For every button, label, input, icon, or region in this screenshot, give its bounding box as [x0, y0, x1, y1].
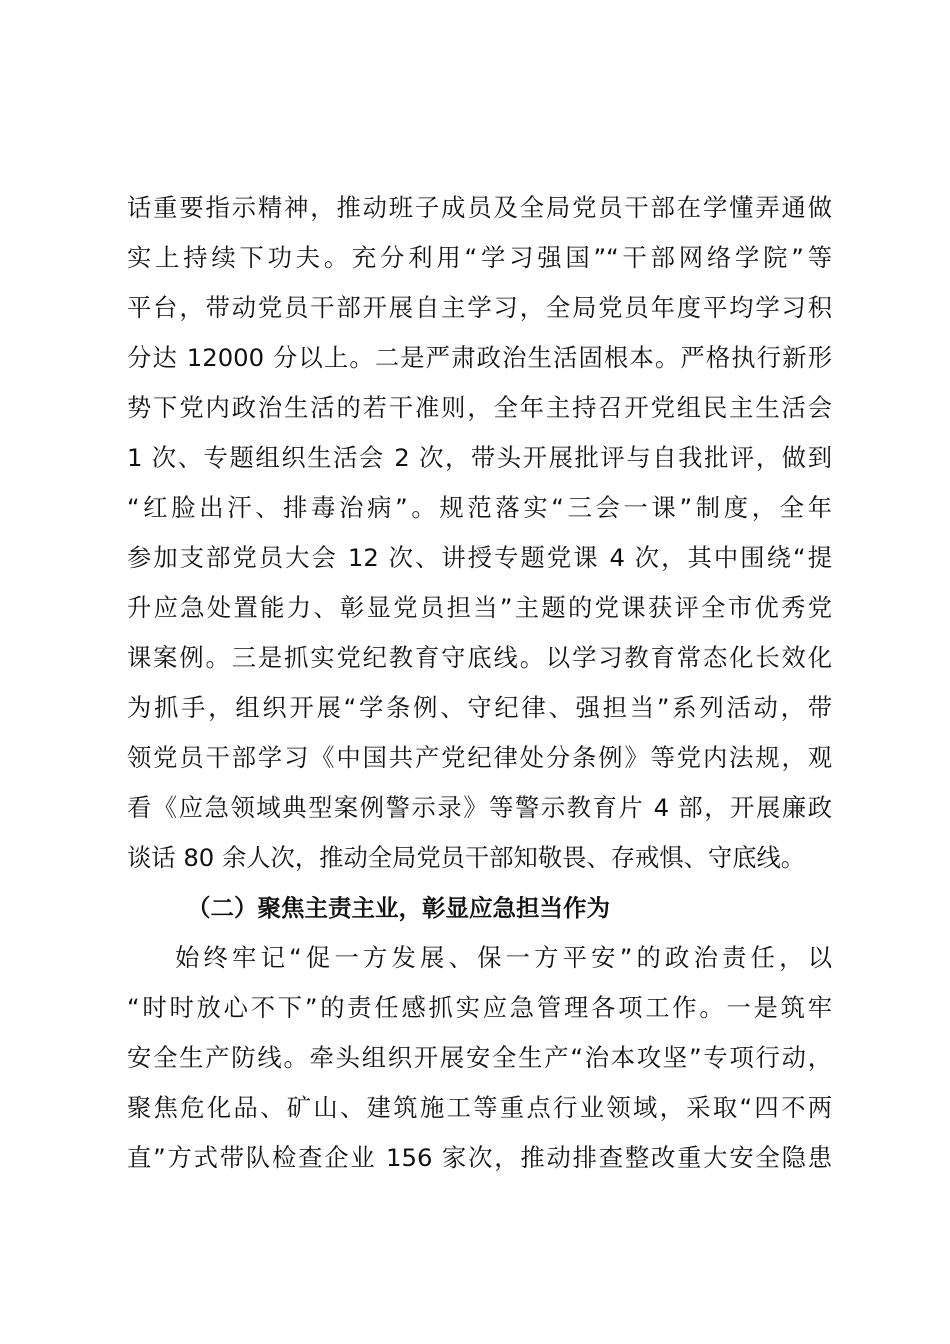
paragraph-emergency-duties — [127, 933, 832, 1183]
text-line: 分达 12000 分以上。二是严肃政治生活固根本。严格执行新形 — [127, 343, 832, 372]
text-line: 安全生产防线。牵头组织开展安全生产“治本攻坚”专项行动， — [127, 1043, 832, 1072]
text-line: 参加支部党员大会 12 次、讲授专题党课 4 次，其中围绕“提 — [127, 543, 832, 572]
text-line: 直”方式带队检查企业 156 家次，推动排查整改重大安全隐患 — [127, 1143, 832, 1172]
text-line: 看《应急领域典型案例警示录》等警示教育片 4 部，开展廉政 — [127, 793, 832, 822]
text-line: 领党员干部学习《中国共产党纪律处分条例》等党内法规，观 — [127, 743, 832, 772]
text-line: 话重要指示精神，推动班子成员及全局党员干部在学懂弄通做 — [127, 193, 832, 222]
paragraph-party-building — [127, 183, 832, 883]
text-line: “时时放心不下”的责任感抓实应急管理各项工作。一是筑牢 — [127, 993, 832, 1022]
text-line: 势下党内政治生活的若干准则，全年主持召开党组民主生活会 — [127, 393, 832, 422]
text-line: 为抓手，组织开展“学条例、守纪律、强担当”系列活动，带 — [127, 693, 832, 722]
text-line: 谈话 80 余人次，推动全局党员干部知敬畏、存戒惧、守底线。 — [127, 843, 806, 872]
text-line: 1 次、专题组织生活会 2 次，带头开展批评与自我批评，做到 — [127, 443, 832, 472]
text-line: 升应急处置能力、彰显党员担当”主题的党课获评全市优秀党 — [127, 593, 832, 622]
text-line: “红脸出汗、排毒治病”。规范落实“三会一课”制度，全年 — [127, 493, 832, 522]
text-line: 始终牢记“促一方发展、保一方平安”的政治责任，以 — [175, 943, 832, 972]
section-heading: （二）聚焦主责主业，彰显应急担当作为 — [187, 894, 610, 922]
text-line: 课案例。三是抓实党纪教育守底线。以学习教育常态化长效化 — [127, 643, 832, 672]
document-page — [127, 183, 832, 1183]
text-line: 实上持续下功夫。充分利用“学习强国”“干部网络学院”等 — [127, 243, 832, 272]
text-line: 平台，带动党员干部开展自主学习，全局党员年度平均学习积 — [127, 293, 832, 322]
text-line: 聚焦危化品、矿山、建筑施工等重点行业领域，采取“四不两 — [127, 1093, 832, 1122]
